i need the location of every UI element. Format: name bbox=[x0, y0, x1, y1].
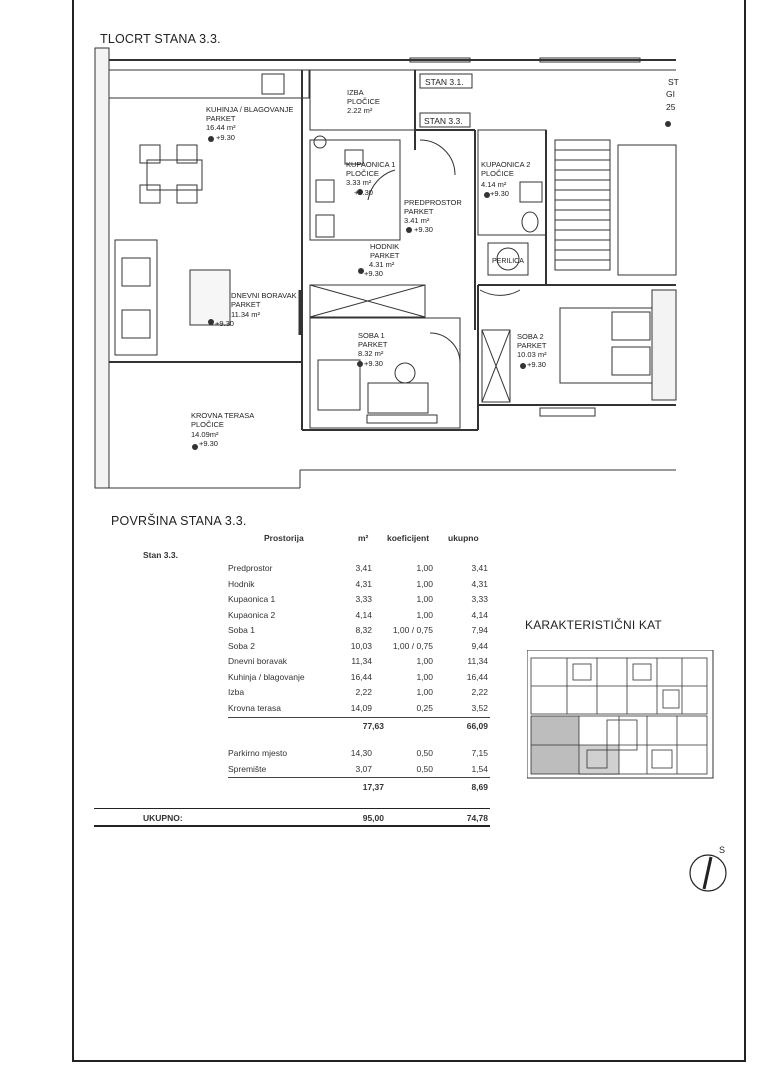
edge-text-a: ST bbox=[668, 77, 679, 87]
row-total: 2,22 bbox=[471, 687, 488, 697]
double-bed bbox=[560, 308, 655, 383]
svg-text:4.31 m²: 4.31 m² bbox=[369, 260, 395, 269]
row-coef: 1,00 bbox=[416, 594, 433, 604]
grand-m2: 95,00 bbox=[362, 813, 384, 823]
svg-text:4.14 m²: 4.14 m² bbox=[481, 180, 507, 189]
row-m2: 4,14 bbox=[355, 609, 372, 620]
svg-text:IZBA: IZBA bbox=[347, 88, 364, 97]
grand-line-top bbox=[94, 808, 490, 809]
svg-text:PARKET: PARKET bbox=[517, 341, 547, 350]
col-header-coef: koeficijent bbox=[387, 533, 430, 543]
row-coef: 1,00 / 0,75 bbox=[392, 640, 433, 651]
svg-text:PLOČICE: PLOČICE bbox=[347, 97, 380, 106]
grand-total: 74,78 bbox=[466, 813, 488, 823]
svg-text:+9.30: +9.30 bbox=[414, 225, 433, 234]
subtotal2-total: 8,69 bbox=[471, 782, 488, 792]
frame-left-edge bbox=[72, 897, 74, 1062]
row-total: 7,15 bbox=[471, 748, 488, 758]
row-total: 4,31 bbox=[471, 578, 488, 589]
row-coef: 0,50 bbox=[416, 748, 433, 758]
row-total: 9,44 bbox=[471, 640, 488, 651]
row-coef: 1,00 / 0,75 bbox=[392, 625, 433, 635]
svg-text:+9.30: +9.30 bbox=[354, 188, 373, 197]
row-name: Izba bbox=[228, 687, 245, 697]
label-hodnik bbox=[364, 242, 400, 278]
row-total: 16,44 bbox=[466, 671, 488, 682]
row-name: Hodnik bbox=[228, 578, 255, 589]
svg-text:PLOČICE: PLOČICE bbox=[481, 169, 514, 178]
svg-text:KUPAONICA 2: KUPAONICA 2 bbox=[481, 160, 531, 169]
label-krovna-terasa bbox=[191, 411, 254, 448]
row-name: Krovna terasa bbox=[228, 702, 281, 713]
svg-text:PARKET: PARKET bbox=[206, 114, 236, 123]
svg-text:DNEVNI BORAVAK: DNEVNI BORAVAK bbox=[231, 291, 297, 300]
label-izba bbox=[347, 88, 380, 115]
svg-text:+9.30: +9.30 bbox=[364, 269, 383, 278]
row-coef: 1,00 bbox=[416, 671, 433, 682]
label-kupaonica-1 bbox=[346, 160, 395, 197]
svg-text:PREDPROSTOR: PREDPROSTOR bbox=[404, 198, 462, 207]
label-kupaonica-2 bbox=[481, 160, 530, 198]
row-name: Kupaonica 2 bbox=[228, 609, 276, 620]
row-coef: 0,50 bbox=[416, 763, 433, 774]
unit-label: Stan 3.3. bbox=[143, 550, 178, 560]
key-plan-drawing bbox=[527, 650, 717, 782]
row-total: 1,54 bbox=[471, 763, 488, 774]
row-m2: 3,41 bbox=[355, 563, 372, 573]
svg-text:PARKET: PARKET bbox=[404, 207, 434, 216]
row-m2: 16,44 bbox=[350, 671, 372, 682]
svg-text:+9.30: +9.30 bbox=[364, 359, 383, 368]
row-name: Predprostor bbox=[228, 563, 273, 573]
row-m2: 3,07 bbox=[355, 763, 372, 774]
row-m2: 10,03 bbox=[350, 640, 372, 651]
svg-text:KUPAONICA 1: KUPAONICA 1 bbox=[346, 160, 396, 169]
svg-text:+9.30: +9.30 bbox=[490, 189, 509, 198]
row-total: 3,52 bbox=[471, 702, 488, 713]
subtotal-line-1 bbox=[228, 717, 490, 718]
row-total: 4,14 bbox=[471, 609, 488, 620]
row-m2: 4,31 bbox=[355, 578, 372, 589]
wall-left bbox=[95, 48, 109, 488]
tag-stan-31: STAN 3.1. bbox=[425, 77, 464, 87]
row-name: Kupaonica 1 bbox=[228, 594, 276, 604]
svg-text:PARKET: PARKET bbox=[370, 251, 400, 260]
row-m2: 14,09 bbox=[350, 702, 372, 713]
room-soba-1 bbox=[310, 318, 460, 428]
row-coef: 1,00 bbox=[416, 687, 433, 697]
svg-text:2.22 m²: 2.22 m² bbox=[347, 106, 373, 115]
svg-text:KUHINJA / BLAGOVANJE: KUHINJA / BLAGOVANJE bbox=[206, 105, 294, 114]
row-total: 3,41 bbox=[471, 563, 488, 573]
grand-label: UKUPNO: bbox=[143, 813, 183, 823]
plan-title: TLOCRT STANA 3.3. bbox=[100, 32, 221, 46]
row-coef: 1,00 bbox=[416, 656, 433, 666]
subtotal1-m2: 77,63 bbox=[362, 721, 384, 731]
svg-text:PLOČICE: PLOČICE bbox=[346, 169, 379, 178]
subtotal-line-2 bbox=[228, 777, 490, 778]
row-total: 7,94 bbox=[471, 625, 488, 635]
north-arrow-icon bbox=[688, 845, 730, 895]
label-predprostor bbox=[404, 198, 462, 234]
edge-text-c: 25 bbox=[666, 102, 676, 112]
tv-unit bbox=[190, 270, 230, 325]
svg-text:+9.30: +9.30 bbox=[215, 319, 234, 328]
row-coef: 1,00 bbox=[416, 563, 433, 573]
svg-text:11.34 m²: 11.34 m² bbox=[231, 310, 261, 319]
svg-text:HODNIK: HODNIK bbox=[370, 242, 400, 251]
frame-right-edge bbox=[744, 897, 746, 1062]
col-header-total: ukupno bbox=[448, 533, 479, 543]
key-plan-title: KARAKTERISTIČNI KAT bbox=[525, 618, 662, 632]
edge-text-b: GI bbox=[666, 89, 675, 99]
svg-text:+9.30: +9.30 bbox=[216, 133, 235, 142]
svg-text:10.03 m²: 10.03 m² bbox=[517, 350, 547, 359]
row-total: 11,34 bbox=[467, 656, 488, 666]
north-label: S bbox=[719, 845, 726, 855]
svg-text:+9.30: +9.30 bbox=[527, 360, 546, 369]
row-coef: 1,00 bbox=[416, 578, 433, 589]
washer-label: PERILICA bbox=[492, 258, 524, 265]
row-name: Soba 1 bbox=[228, 625, 255, 635]
col-header-m2: m² bbox=[358, 533, 369, 543]
svg-text:3.33 m²: 3.33 m² bbox=[346, 178, 372, 187]
col-header-room: Prostorija bbox=[264, 533, 304, 543]
label-kuhinja bbox=[206, 105, 293, 142]
row-m2: 11,34 bbox=[351, 656, 372, 666]
row-name: Parkirno mjesto bbox=[228, 748, 288, 758]
row-coef: 1,00 bbox=[416, 609, 433, 620]
floor-plan bbox=[0, 0, 763, 500]
svg-text:8.32 m²: 8.32 m² bbox=[358, 349, 384, 358]
svg-text:14.09m²: 14.09m² bbox=[191, 430, 219, 439]
svg-text:SOBA 2: SOBA 2 bbox=[517, 332, 544, 341]
row-total: 3,33 bbox=[471, 594, 488, 604]
row-name: Soba 2 bbox=[228, 640, 255, 651]
row-m2: 3,33 bbox=[355, 594, 372, 604]
svg-text:SOBA 1: SOBA 1 bbox=[358, 331, 385, 340]
tag-stan-33: STAN 3.3. bbox=[424, 116, 463, 126]
row-name: Spremište bbox=[228, 763, 267, 774]
row-name: Kuhinja / blagovanje bbox=[228, 671, 305, 682]
svg-text:16.44 m²: 16.44 m² bbox=[206, 123, 236, 132]
row-m2: 14,30 bbox=[350, 748, 372, 758]
svg-text:PARKET: PARKET bbox=[231, 300, 261, 309]
subtotal2-m2: 17,37 bbox=[362, 782, 384, 792]
subtotal1-total: 66,09 bbox=[466, 721, 488, 731]
row-name: Dnevni boravak bbox=[228, 656, 288, 666]
svg-text:PARKET: PARKET bbox=[358, 340, 388, 349]
row-m2: 8,32 bbox=[355, 625, 372, 635]
svg-text:+9.30: +9.30 bbox=[199, 439, 218, 448]
svg-text:KROVNA TERASA: KROVNA TERASA bbox=[191, 411, 255, 420]
stairwell bbox=[555, 140, 676, 275]
grand-line-bottom bbox=[94, 825, 490, 827]
row-coef: 0,25 bbox=[416, 702, 433, 713]
svg-text:3.41 m²: 3.41 m² bbox=[404, 216, 430, 225]
area-title: POVRŠINA STANA 3.3. bbox=[111, 514, 247, 528]
row-m2: 2,22 bbox=[355, 687, 372, 697]
svg-text:PLOČICE: PLOČICE bbox=[191, 420, 224, 429]
